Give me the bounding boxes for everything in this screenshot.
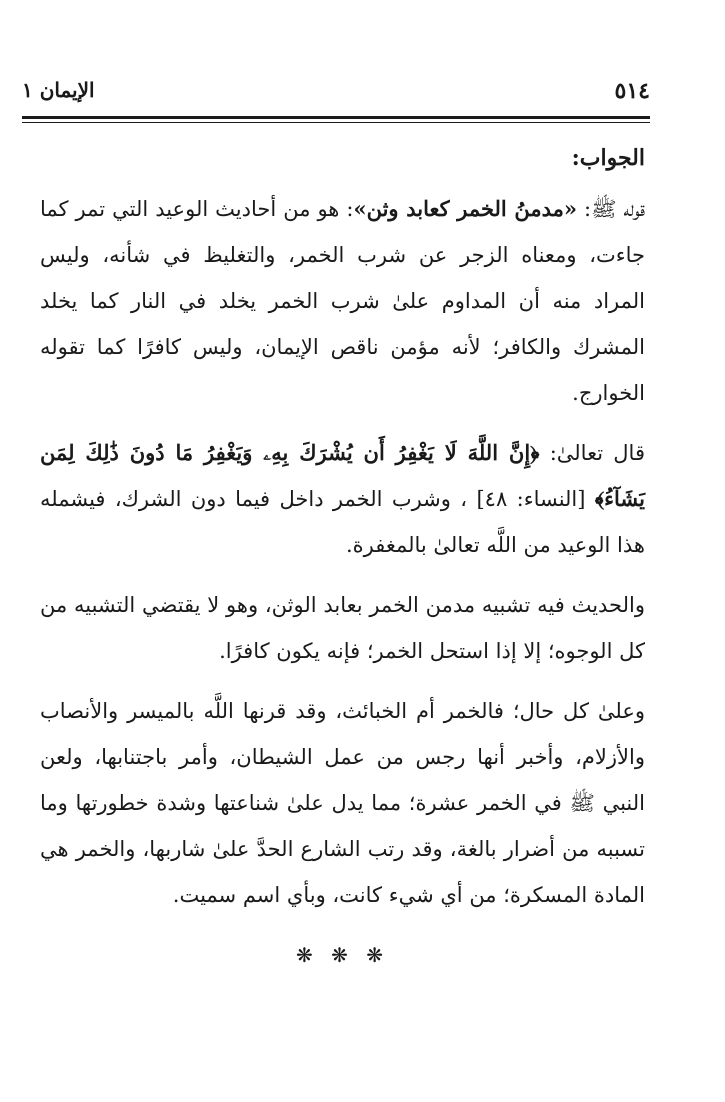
paragraph-1-rest: : هو من أحاديث الوعيد التي تمر كما جاءت، ومعناه الزجر عن شرب الخمر، والتغليظ في شأنه، وليس المراد منه أن المداوم علىٰ شرب الخمر يخلد في النار كما يخلد المشرك والكافر؛ لأنه مؤمن ناقص الإيمان، وليس كافرًا كما تقوله الخوارج.: [40, 197, 645, 405]
hadith-quote: «مدمنُ الخمر كعابد وثن»: [353, 196, 578, 221]
page-header: [22, 78, 650, 108]
paragraph-2-rest: [النساء: ٤٨] ، وشرب الخمر داخل فيما دون الشرك، فيشمله هذا الوعيد من اللَّه تعالىٰ بالمغفرة.: [40, 487, 645, 557]
paragraph-4: وعلىٰ كل حال؛ فالخمر أم الخبائث، وقد قرنها اللَّه بالميسر والأنصاب والأزلام، وأخبر أنها رجس من عمل الشيطان، وأمر باجتنابها، ولعن النبي ﷺ في الخمر عشرة؛ مما يدل علىٰ شناعتها وشدة خطورتها وما تسببه من أضرار بالغة، وقد رتب الشارع الحدَّ علىٰ شاربها، والخمر هي المادة المسكرة؛ من أي شيء كانت، وبأي اسم سميت.: [40, 699, 645, 907]
section-heading: الجواب:: [571, 145, 645, 171]
running-title: الإيمان ١: [22, 78, 95, 102]
paragraph-1: [40, 186, 645, 416]
paragraph-2: [40, 430, 645, 568]
paragraph-1-lead: قوله ﷺ:: [577, 197, 645, 221]
page-body: [40, 138, 645, 992]
page-number: ٥١٤: [614, 78, 650, 104]
section-separator: ❋ ❋ ❋: [296, 943, 389, 967]
quran-verse: ﴿إِنَّ اللَّهَ لَا يَغْفِرُ أَن يُشْرَكَ بِهِۦ وَيَغْفِرُ مَا دُونَ ذَٰلِكَ لِمَن يَشَآءُ﴾: [40, 440, 646, 511]
header-rule-thick: [22, 116, 650, 119]
paragraph-3: والحديث فيه تشبيه مدمن الخمر بعابد الوثن، وهو لا يقتضي التشبيه من كل الوجوه؛ إلا إذا استحل الخمر؛ فإنه يكون كافرًا.: [40, 593, 645, 663]
paragraph-2-lead: قال تعالىٰ:: [539, 441, 645, 465]
header-rule-thin: [22, 122, 650, 123]
